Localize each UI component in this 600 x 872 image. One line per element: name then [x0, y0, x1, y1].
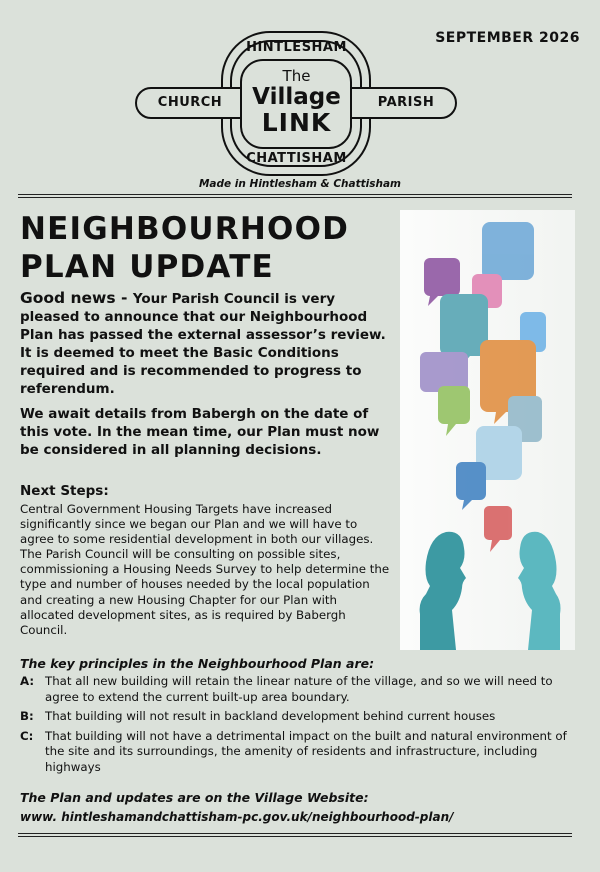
article-title-line1: NEIGHBOURHOOD — [20, 211, 350, 247]
principle-text: That building will not have a detrimental impact on the built and natural environment of the site and its surroundings, the amenity of residents and infrastructure, including highways — [45, 728, 567, 774]
masthead-chattisham: CHATTISHAM — [246, 151, 347, 166]
principles-heading: The key principles in the Neighbourhood Plan are: — [20, 656, 375, 671]
masthead-hintlesham: HINTLESHAM — [246, 40, 347, 55]
masthead-the: The — [282, 67, 311, 85]
list-item — [20, 709, 580, 725]
bubble-darkblue-icon — [456, 462, 486, 500]
article-title — [20, 210, 400, 286]
next-steps-heading: Next Steps: — [20, 483, 109, 499]
divider-bottom — [18, 833, 572, 837]
masthead-link: LINK — [261, 108, 332, 137]
bubble-green-icon — [438, 386, 470, 424]
principle-text: That all new building will retain the linear nature of the village, and so we will need to agree to extend the current built-up area boundary. — [45, 674, 553, 704]
issue-date: SEPTEMBER 2026 — [435, 30, 580, 46]
bubble-purple-icon — [424, 258, 460, 296]
await-paragraph: We await details from Babergh on the date of this vote. In the mean time, our Plan must now be considered in all planning decisions. — [20, 406, 380, 458]
lead-text: Your Parish Council is very pleased to announce that our Neighbourhood Plan has passed the external assessor’s review. It is deemed to meet the Basic Conditions required and is recommended to progress to referendum. — [20, 291, 386, 397]
divider-top — [18, 194, 572, 198]
masthead-parish: PARISH — [377, 95, 435, 110]
bubble-red-icon — [484, 506, 512, 540]
masthead-church: CHURCH — [157, 95, 223, 110]
website-link[interactable]: www. hintleshamandchattisham-pc.gov.uk/neighbourhood-plan/ — [20, 810, 454, 824]
lead-paragraph — [20, 289, 395, 398]
masthead-logo — [134, 30, 458, 180]
list-item — [20, 674, 580, 705]
principle-letter: B: — [20, 709, 34, 723]
article-title-line2: PLAN UPDATE — [20, 249, 274, 285]
principles-list — [20, 674, 580, 779]
principle-text: That building will not result in backland development behind current houses — [45, 709, 496, 723]
website-note: The Plan and updates are on the Village Website: — [20, 790, 369, 805]
masthead-village: Village — [252, 84, 341, 110]
bubble-blue-icon — [482, 222, 534, 280]
tagline: Made in Hintlesham & Chattisham — [198, 178, 402, 190]
speech-bubbles-illustration — [400, 210, 575, 650]
principle-letter: A: — [20, 674, 35, 688]
next-steps-text: Central Government Housing Targets have increased significantly since we began our Plan and we will have to agree to some residential development in both our villages. The Parish Council will be consulting on possible sites, commissioning a Housing Needs Survey to help determine the type and number of houses needed by the local population and creating a new Housing Chapter for our Plan with allocated development sites, as is required by Babergh Council. — [20, 502, 390, 637]
list-item — [20, 729, 580, 776]
principle-letter: C: — [20, 728, 34, 743]
lead-prefix: Good news - — [20, 289, 133, 307]
